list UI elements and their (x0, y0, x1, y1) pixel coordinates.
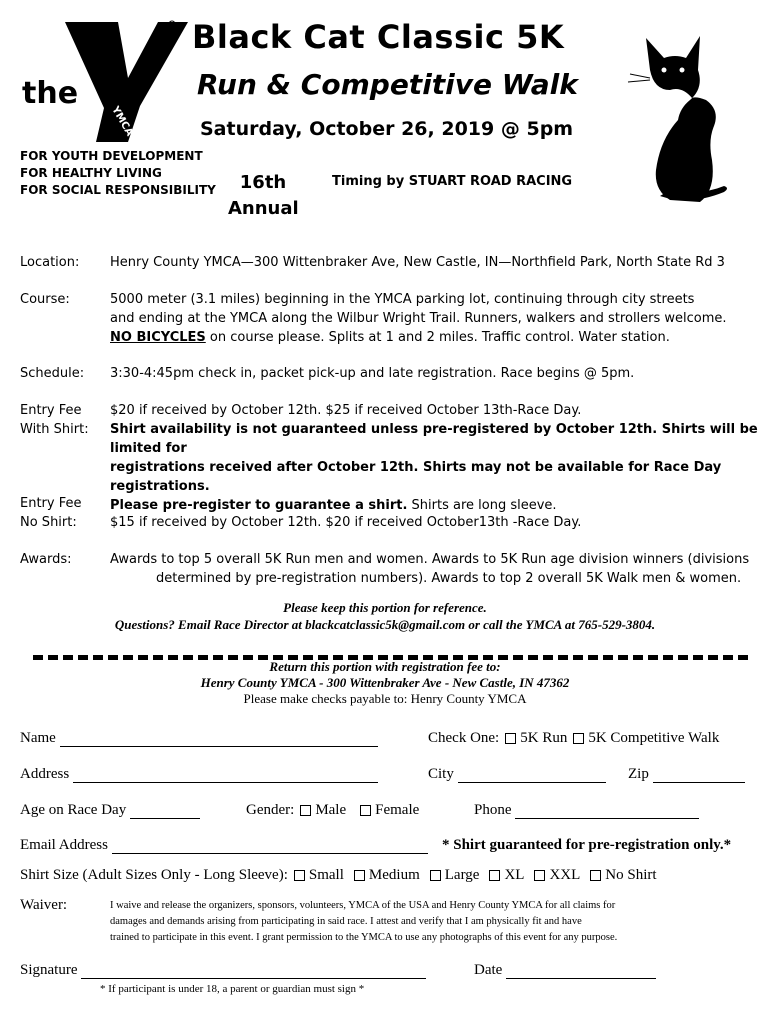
waiver-label: Waiver: (20, 897, 68, 913)
keep-note: Please keep this portion for reference. (283, 600, 487, 615)
small-checkbox[interactable] (294, 870, 305, 881)
timing-credit: Timing by STUART ROAD RACING (332, 174, 573, 189)
return-address: Henry County YMCA - 300 Wittenbraker Ave - New Castle, IN 47362 (200, 675, 570, 690)
date-input-line[interactable] (506, 964, 656, 979)
age-field[interactable]: Age on Race Day (20, 802, 200, 819)
fee-noshirt-label: Entry Fee No Shirt: (20, 496, 82, 530)
walk-checkbox[interactable] (573, 733, 584, 744)
page-subtitle: Run & Competitive Walk (197, 68, 578, 101)
email-input-line[interactable] (112, 839, 428, 854)
awards-label: Awards: (20, 552, 72, 567)
black-cat-icon (620, 30, 740, 210)
gender-choice: Gender: Male Female (246, 802, 420, 818)
schedule-label: Schedule: (20, 366, 85, 381)
schedule-value: 3:30-4:45pm check in, packet pick-up and late registration. Race begins @ 5pm. (110, 366, 635, 381)
shirt-size-choice: Shirt Size (Adult Sizes Only - Long Sleeve): Small Medium Large XL XXL No Shirt (20, 867, 657, 883)
logo-ymca-text: YMCA (109, 104, 135, 139)
event-date: Saturday, October 26, 2019 @ 5pm (200, 118, 574, 140)
zip-input-line[interactable] (653, 768, 745, 783)
event-choice: Check One: 5K Run 5K Competitive Walk (428, 730, 720, 746)
fee-shirt-label: Entry Fee With Shirt: (20, 403, 89, 437)
guardian-note: * If participant is under 18, a parent or guardian must sign * (100, 983, 365, 995)
age-input-line[interactable] (130, 804, 200, 819)
large-checkbox[interactable] (430, 870, 441, 881)
no-shirt-checkbox[interactable] (590, 870, 601, 881)
address-field[interactable]: Address (20, 766, 378, 783)
awards-value: Awards to top 5 overall 5K Run men and women. Awards to 5K Run age division winners (divisions determined by pre-registration numbers). Awards to top 2 overall 5K Walk men & women. (110, 552, 750, 586)
course-value: 5000 meter (3.1 miles) beginning in the YMCA parking lot, continuing through city streets and ending at the YMCA along the Wilbur Wright Trail. Runners, walkers and strollers welcome. NO BICYCLES on course please. Splits at 1 and 2 miles. Traffic control. Water station. (110, 292, 727, 345)
xxl-checkbox[interactable] (534, 870, 545, 881)
location-value: Henry County YMCA—300 Wittenbraker Ave, New Castle, IN—Northfield Park, North State Rd 3 (110, 255, 725, 270)
address-input-line[interactable] (73, 768, 378, 783)
fee-noshirt-value: $15 if received by October 12th. $20 if received October13th -Race Day. (110, 515, 582, 530)
checks-payable: Please make checks payable to: Henry County YMCA (243, 691, 527, 706)
run-checkbox[interactable] (505, 733, 516, 744)
page-title: Black Cat Classic 5K (192, 18, 565, 56)
fee-shirt-value: $20 if received by October 12th. $25 if received October 13th-Race Day. Shirt availability is not guaranteed unless pre-registered by October 12th. Shirts will be limited for registrations received after October 12th. Shirts may not be available for Race Day registrations. Please pre-register to guarantee a shirt. Shirts are long sleeve. (110, 403, 758, 513)
zip-field[interactable]: Zip (628, 766, 745, 783)
shirt-guarantee-note: * Shirt guaranteed for pre-registration only.* (442, 837, 732, 853)
location-label: Location: (20, 255, 80, 270)
xl-checkbox[interactable] (489, 870, 500, 881)
annual-badge: 16th Annual (228, 172, 299, 219)
city-field[interactable]: City (428, 766, 606, 783)
signature-field[interactable]: Signature (20, 962, 426, 979)
return-heading: Return this portion with registration fee to: (269, 659, 501, 674)
name-input-line[interactable] (60, 732, 378, 747)
name-field[interactable]: Name (20, 730, 378, 747)
logo-tagline: FOR YOUTH DEVELOPMENT FOR HEALTHY LIVING FOR SOCIAL RESPONSIBILITY (20, 149, 216, 197)
male-checkbox[interactable] (300, 805, 311, 816)
female-checkbox[interactable] (360, 805, 371, 816)
signature-input-line[interactable] (81, 964, 426, 979)
email-field[interactable]: Email Address (20, 837, 428, 854)
phone-input-line[interactable] (515, 804, 699, 819)
waiver-text: I waive and release the organizers, sponsors, volunteers, YMCA of the USA and Henry County YMCA for all claims for damages and demands arising from participating in said race. I attest and verify that I am physically fit and have trained to participate in this event. I grant permission to the YMCA to use any photographs of this event for any purpose. (110, 900, 618, 943)
city-input-line[interactable] (458, 768, 606, 783)
logo-the-text: the (22, 76, 79, 111)
date-field[interactable]: Date (474, 962, 656, 979)
course-label: Course: (20, 292, 70, 307)
no-bicycles-text: NO BICYCLES (110, 330, 206, 345)
medium-checkbox[interactable] (354, 870, 365, 881)
questions-note: Questions? Email Race Director at blackcatclassic5k@gmail.com or call the YMCA at 765-529-3804. (114, 617, 656, 632)
phone-field[interactable]: Phone (474, 802, 699, 819)
